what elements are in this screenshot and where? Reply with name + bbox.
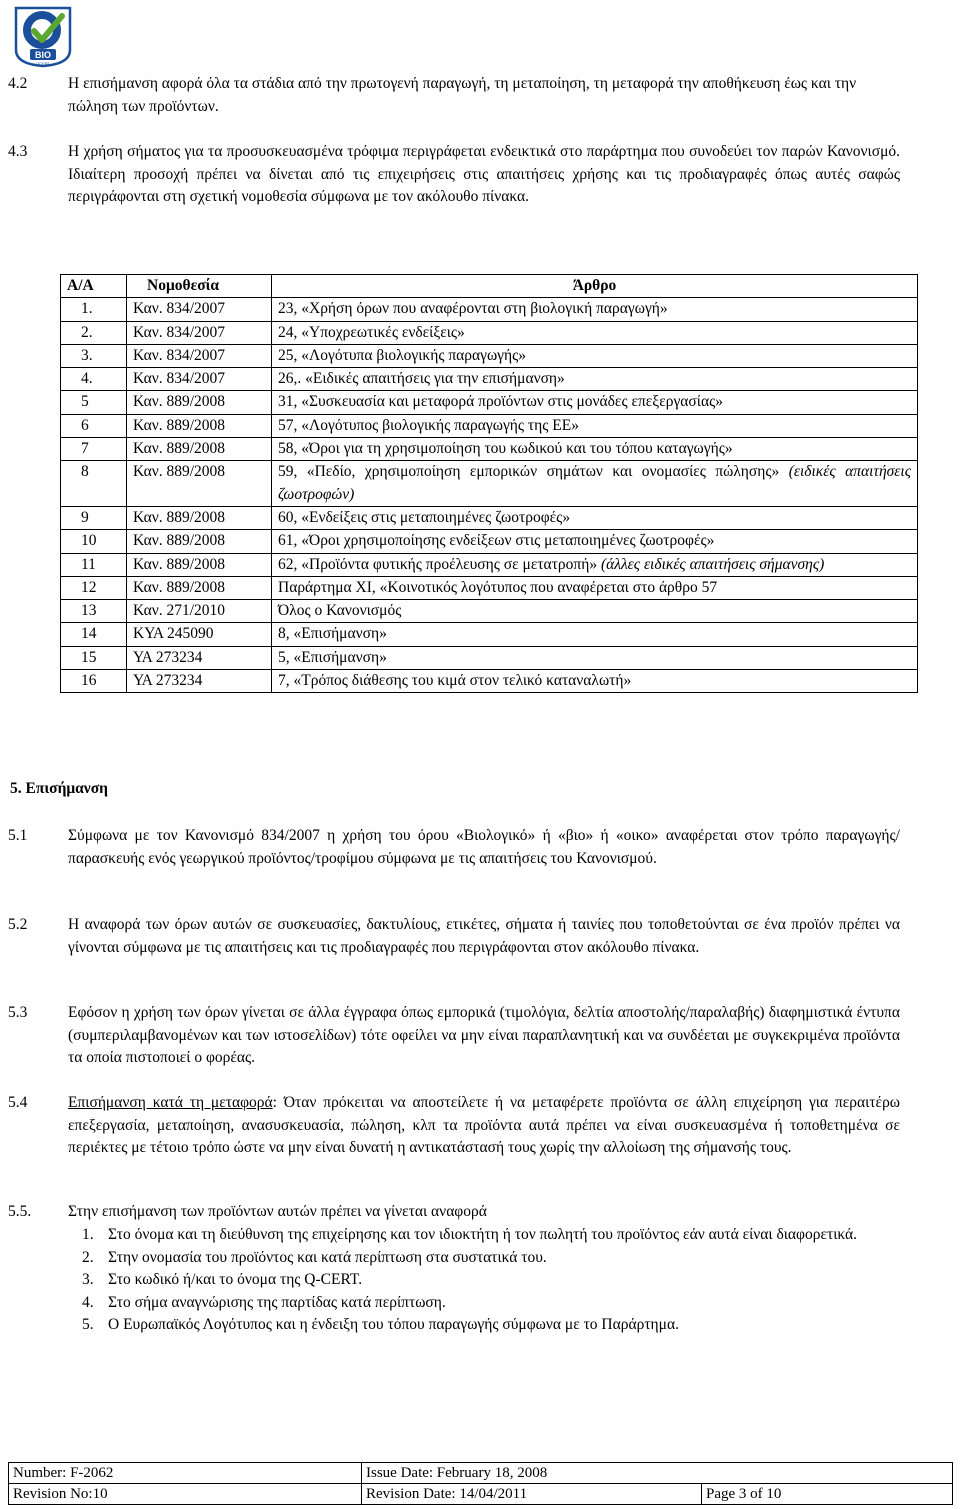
qcert-bio-logo [12,4,74,68]
list-item [82,1224,902,1247]
paragraph-number: 5.3 [8,1004,28,1021]
legislation-table [60,274,918,693]
list-item-number: 5. [82,1316,94,1333]
paragraph-text [68,1092,900,1160]
footer-revision-date: Revision Date: 14/04/2011 [362,1484,702,1505]
paragraph-number: 5.5. [8,1203,32,1220]
table-row [61,576,918,599]
table-row [61,344,918,367]
row-legislation: ΥΑ 273234 [127,670,272,693]
row-number: 14 [61,623,127,646]
row-article [272,438,918,461]
article-text: 59, «Πεδίο, χρησιμοποίηση εμπορικών σημάτων και ονομασίες πώλησης» [278,463,780,481]
list-item [82,1292,902,1315]
section-5-title: 5. Επισήμανση [10,780,108,797]
list-item-number: 4. [82,1293,94,1311]
row-article [272,576,918,599]
table-row [61,553,918,576]
table-row [61,506,918,529]
paragraph-4-2 [8,73,900,118]
paragraph-text: Η αναφορά των όρων αυτών σε συσκευασίες, δακτυλίους, ετικέτες, σήματα ή ταινίες που τοποθετούνται σε ένα προϊόν πρέπει να γίνονται σύμφωνα με τις απαιτήσεις και τις προδιαγραφές που περιγράφονται στον ακόλουθο πίνακα. [68,916,900,956]
row-number: 9 [61,506,127,529]
table-row [61,321,918,344]
table-row [61,600,918,623]
paragraph-text: Η επισήμανση αφορά όλα τα στάδια από την πρωτογενή παραγωγή, τη μεταποίηση, τη μεταφορά την αποθήκευση έως και την πώληση των προϊόντων. [68,75,857,115]
row-number: 4. [61,368,127,391]
row-number: 12 [61,576,127,599]
list-item-number: 1. [82,1226,94,1243]
table-row [61,438,918,461]
row-number: 7 [61,438,127,461]
paragraph-5-3 [8,1002,900,1070]
paragraph-text: Η χρήση σήματος για τα προσυσκευασμένα τρόφιμα περιγράφεται ενδεικτικά στο παράρτημα που συνοδεύει τον παρών Κανονισμό. Ιδιαίτερη προσοχή πρέπει να δίνεται από τις επιχειρήσεις στις απαιτήσεις χρήσης και τις προδιαγραφές όπως αυτές σαφώς περιγράφονται στη σχετική νομοθεσία σύμφωνα με τον ακόλουθο πίνακα. [68,143,900,205]
table-row [61,646,918,669]
transport-labelling-label: Επισήμανση κατά τη μεταφορά [68,1094,273,1111]
paragraph-5-4 [8,1092,900,1160]
paragraph-5-1 [8,825,900,870]
header-legislation: Νομοθεσία [127,275,272,298]
row-number: 2. [61,321,127,344]
article-text: 62, «Προϊόντα φυτικής προέλευσης σε μετατροπή» [278,555,598,573]
footer-issue-date: Issue Date: February 18, 2008 [362,1463,953,1484]
logo-graphic [12,4,74,68]
header-article: Άρθρο [272,275,918,298]
logo-sub-text: QCERT [36,61,50,66]
row-legislation: Καν. 889/2008 [127,553,272,576]
row-article [272,298,918,321]
table-row [61,298,918,321]
row-number: 11 [61,553,127,576]
logo-bio-text: BIO [34,50,52,60]
article-text: Παράρτημα XI, «Κοινοτικός λογότυπος που αναφέρεται στο άρθρο 57 [278,578,718,596]
list-item [82,1247,902,1270]
paragraph-number: 4.2 [8,75,28,92]
document-footer [8,1462,953,1505]
article-note: (ειδικές απαιτήσεις ζωοτροφών) [278,463,912,503]
paragraph-text: Στην επισήμανση των προϊόντων αυτών πρέπει να γίνεται αναφορά [68,1203,487,1220]
row-legislation: Καν. 271/2010 [127,600,272,623]
list-item [82,1314,902,1337]
table-row [61,623,918,646]
article-text: 60, «Ενδείξεις στις μεταποιημένες ζωοτροφές» [278,508,571,526]
article-note: (άλλες ειδικές απαιτήσεις σήμανσης) [600,555,825,573]
row-article [272,553,918,576]
table-row [61,670,918,693]
row-article [272,368,918,391]
row-legislation: Καν. 834/2007 [127,298,272,321]
list-item-text: Στο κωδικό ή/και το όνομα της Q-CERT. [108,1271,363,1288]
table-row [61,461,918,507]
article-text: 58, «Όροι για τη χρησιμοποίηση του κωδικού και του τόπου καταγωγής» [278,440,733,458]
row-legislation: ΚΥΑ 245090 [127,623,272,646]
row-legislation: Καν. 889/2008 [127,391,272,414]
row-article [272,391,918,414]
row-article [272,506,918,529]
list-item [82,1269,902,1292]
list-item-text: Στο όνομα και τη διεύθυνση της επιχείρησης και τον ιδιοκτήτη ή τον πωλητή του προϊόντος εάν αυτά είναι διαφορετικά. [108,1226,858,1243]
row-legislation: ΥΑ 273234 [127,646,272,669]
row-number: 13 [61,600,127,623]
header-aa: Α/Α [61,275,127,298]
row-article [272,646,918,669]
list-item-number: 2. [82,1248,94,1266]
row-number: 6 [61,414,127,437]
article-text: 57, «Λογότυπος βιολογικής παραγωγής της ΕΕ» [278,416,579,434]
transport-labelling-text: : Όταν πρόκειται να αποστείλετε ή να μεταφέρετε προϊόντα σε άλλη επιχείρηση για περαιτέρω επεξεργασία, μεταποίηση, ανασυσκευασία, πώληση, κλπ τα προϊόντα αυτά πρέπει να είναι συσκευασμένα ή τοποθετημένα σε περιέκτες με τέτοιο τρόπο ώστε να μην είναι δυνατή η αντικατάστασή τους χωρίς την αλλοίωση της σήμανσής τους. [68,1094,901,1156]
paragraph-number: 5.2 [8,916,28,933]
row-legislation: Καν. 889/2008 [127,506,272,529]
paragraph-5-5 [8,1201,900,1224]
row-article [272,670,918,693]
row-legislation: Καν. 889/2008 [127,438,272,461]
paragraph-text: Σύμφωνα με τον Κανονισμό 834/2007 η χρήση του όρου «Βιολογικό» ή «βιο» ή «οικο» αναφέρεται στον τρόπο παραγωγής/παρασκευής ενός γεωργικού προϊόντος/τροφίμου σύμφωνα με τις απαιτήσεις του Κανονισμού. [68,827,900,867]
table-row [61,530,918,553]
paragraph-number: 5.4 [8,1094,28,1111]
article-text: Όλος ο Κανονισμός [278,602,402,620]
row-article [272,600,918,623]
article-text: 23, «Χρήση όρων που αναφέρονται στη βιολογική παραγωγή» [278,300,668,318]
table-header-row [61,275,918,298]
article-text: 24, «Υποχρεωτικές ενδείξεις» [278,323,465,341]
row-legislation: Καν. 889/2008 [127,530,272,553]
table-row [61,368,918,391]
table-row [61,414,918,437]
article-text: 26,. «Ειδικές απαιτήσεις για την επισήμανση» [278,370,565,388]
row-legislation: Καν. 834/2007 [127,368,272,391]
row-legislation: Καν. 834/2007 [127,321,272,344]
row-legislation: Καν. 889/2008 [127,576,272,599]
article-text: 25, «Λογότυπα βιολογικής παραγωγής» [278,346,527,364]
row-number: 5 [61,391,127,414]
row-legislation: Καν. 889/2008 [127,414,272,437]
footer-page: Page 3 of 10 [702,1484,953,1505]
row-number: 16 [61,670,127,693]
list-item-text: Στο σήμα αναγνώρισης της παρτίδας κατά περίπτωση. [108,1293,446,1311]
row-legislation: Καν. 834/2007 [127,344,272,367]
row-article [272,461,918,507]
footer-revision-no: Revision No:10 [9,1484,362,1505]
list-item-text: Στην ονομασία του προϊόντος και κατά περίπτωση στα συστατικά του. [108,1248,547,1266]
paragraph-number: 4.3 [8,143,28,160]
row-number: 10 [61,530,127,553]
list-item-number: 3. [82,1271,94,1288]
row-article [272,623,918,646]
article-text: 8, «Επισήμανση» [278,625,387,643]
row-article [272,321,918,344]
footer-number: Number: F-2062 [9,1463,362,1484]
article-text: 5, «Επισήμανση» [278,648,387,666]
paragraph-4-3 [8,141,900,209]
row-number: 15 [61,646,127,669]
article-text: 7, «Τρόπος διάθεσης του κιμά στον τελικό καταναλωτή» [278,672,632,690]
row-legislation: Καν. 889/2008 [127,461,272,507]
table-row [61,391,918,414]
row-number: 3. [61,344,127,367]
paragraph-text: Εφόσον η χρήση των όρων γίνεται σε άλλα έγγραφα όπως εμπορικά (τιμολόγια, δελτία αποστολής/παραλαβής) διαφημιστικά έντυπα (συμπεριλαμβανομένων και των ιστοσελίδων) τότε οφείλει να μην είναι παραπλανητική και να συνδέεται με συγκεκριμένα προϊόντα τα οποία πιστοποιεί ο φορέας. [68,1004,900,1066]
row-article [272,344,918,367]
row-article [272,530,918,553]
list-item-text: Ο Ευρωπαϊκός Λογότυπος και η ένδειξη του τόπου παραγωγής σύμφωνα με το Παράρτημα. [108,1316,679,1333]
article-text: 61, «Όροι χρησιμοποίησης ενδείξεων στις μεταποιημένες ζωοτροφές» [278,532,715,550]
labelling-requirements-list [82,1224,902,1337]
article-text: 31, «Συσκευασία και μεταφορά προϊόντων στις μονάδες επεξεργασίας» [278,393,723,411]
paragraph-number: 5.1 [8,827,28,844]
row-number: 8 [61,461,127,507]
row-article [272,414,918,437]
paragraph-5-2 [8,914,900,959]
row-number: 1. [61,298,127,321]
